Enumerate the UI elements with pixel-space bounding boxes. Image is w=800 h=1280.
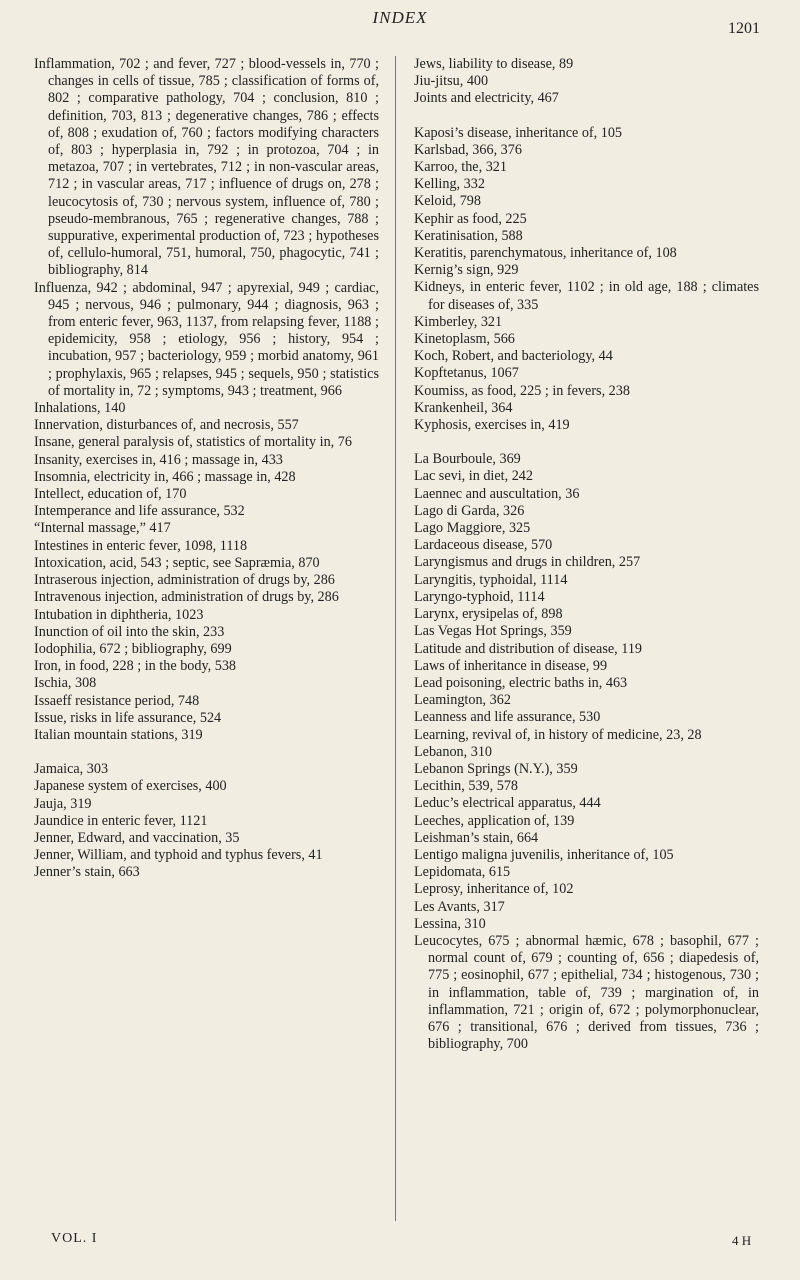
index-entry: La Bourboule, 369 [414,451,521,468]
index-column-right [414,56,759,1053]
index-entry: Leamington, 362 [414,692,511,709]
index-entry: Insanity, exercises in, 416 ; massage in, 433 [34,451,283,468]
index-entry: Intubation in diphtheria, 1023 [34,606,204,623]
index-entry: Lecithin, 539, 578 [414,778,519,795]
index-entry: Larynx, erysipelas of, 898 [414,606,563,623]
index-entry: Lead poisoning, electric baths in, 463 [414,674,628,691]
index-entry: Jauja, 319 [34,795,92,812]
signature-mark: 4 H [732,1233,752,1248]
index-entry: Iodophilia, 672 ; bibliography, 699 [34,640,232,657]
index-entry: Intravenous injection, administration of drugs by, 286 [34,589,339,606]
section-gap [414,108,759,125]
index-entry: Insomnia, electricity in, 466 ; massage in, 428 [34,468,296,485]
index-entry: Laws of inheritance in disease, 99 [414,657,608,674]
index-entry: Kimberley, 321 [414,313,503,330]
index-entry: Jiu-jitsu, 400 [414,73,489,90]
index-entry: Keloid, 798 [414,193,481,210]
index-entry: Lessina, 310 [414,915,486,932]
section-gap [414,434,759,451]
index-entry: Keratinisation, 588 [414,227,523,244]
index-entry: Koumiss, as food, 225 ; in fevers, 238 [414,382,630,399]
index-entry: Lepidomata, 615 [414,864,511,881]
index-entry: Issaeff resistance period, 748 [34,692,200,709]
index-entry: Inflammation, 702 ; and fever, 727 ; blood-vessels in, 770 ; changes in cells of tissue, 785 ; classification of forms of, 802 ; comparative pathology, 704 ; conclusion, 810 ; definition, 703, 813 ; degenerative changes, 786 ; effects of, 808 ; exudation of, 760 ; factors modifying characters of, 803 ; hyperplasia in, 792 ; in protozoa, 704 ; in metazoa, 707 ; in vertebrates, 712 ; in non-vascular areas, 712 ; in vascular areas, 717 ; influence of drugs on, 278 ; leucocytosis of, 730 ; nervous system, influence of, 780 ; pseudo-membranous, 765 ; regenerative changes, 788 ; suppurative, experimental production of, 723 ; hypotheses of, cellulo-humoral, 751, humoral, 750, phagocytic, 741 ; bibliography, 814 [34,56,379,279]
index-entry: Jamaica, 303 [34,761,109,778]
index-entry: Issue, risks in life assurance, 524 [34,709,222,726]
index-entry: Kaposi’s disease, inheritance of, 105 [414,124,623,141]
index-entry: Lebanon Springs (N.Y.), 359 [414,760,578,777]
index-entry: Lac sevi, in diet, 242 [414,468,533,485]
index-entry: Leeches, application of, 139 [414,812,575,829]
index-entry: Kyphosis, exercises in, 419 [414,417,570,434]
index-entry: Intellect, education of, 170 [34,486,187,503]
index-entry: Kernig’s sign, 929 [414,262,519,279]
index-entry: Leishman’s stain, 664 [414,829,539,846]
index-entry: Lago di Garda, 326 [414,502,525,519]
index-entry: Influenza, 942 ; abdominal, 947 ; apyrexial, 949 ; cardiac, 945 ; nervous, 946 ; pulmonary, 944 ; diagnosis, 963 ; from enteric fever, 963, 1137, from relapsing fever, 1188 ; epidemicity, 958 ; etiology, 956 ; history, 954 ; incubation, 957 ; bacteriology, 959 ; morbid anatomy, 961 ; prophylaxis, 965 ; relapses, 945 ; sequels, 950 ; statistics of mortality in, 72 ; symptoms, 943 ; treatment, 966 [34,279,379,399]
section-gap [34,744,379,761]
index-entry: Japanese system of exercises, 400 [34,778,227,795]
index-column-left [34,56,379,882]
index-entry: Leucocytes, 675 ; abnormal hæmic, 678 ; basophil, 677 ; normal count of, 679 ; counting of, 656 ; diapedesis of, 775 ; eosinophil, 677 ; epithelial, 734 ; histogenous, 730 ; in inflammation, table of, 739 ; margination of, in inflammation, 721 ; origin of, 672 ; polymorphonuclear, 676 ; transitional, 676 ; derived from tissues, 736 ; bibliography, 700 [414,932,759,1053]
index-entry: Italian mountain stations, 319 [34,726,203,743]
index-entry: Jenner’s stain, 663 [34,864,140,881]
index-entry: Kinetoplasm, 566 [414,331,515,348]
index-entry: Kelling, 332 [414,176,485,193]
index-entry: Karlsbad, 366, 376 [414,141,522,158]
index-entry: Lago Maggiore, 325 [414,520,531,537]
index-entry: Inunction of oil into the skin, 233 [34,623,225,640]
index-entry: Lardaceous disease, 570 [414,537,553,554]
index-entry: Intemperance and life assurance, 532 [34,503,245,520]
index-entry: Joints and electricity, 467 [414,90,559,107]
index-entry: Las Vegas Hot Springs, 359 [414,623,572,640]
index-entry: Karroo, the, 321 [414,159,507,176]
column-divider [395,56,396,1221]
index-entry: Jews, liability to disease, 89 [414,56,574,72]
index-entry: Jenner, Edward, and vaccination, 35 [34,829,240,846]
index-entry: Laryngo-typhoid, 1114 [414,588,545,605]
page-number: 1201 [728,20,760,37]
index-entry: Ischia, 308 [34,675,97,692]
index-entry: Intoxication, acid, 543 ; septic, see Sapræmia, 870 [34,554,320,571]
index-entry: Intraserous injection, administration of drugs by, 286 [34,572,335,589]
index-entry: Jaundice in enteric fever, 1121 [34,812,208,829]
index-entry: Laryngitis, typhoidal, 1114 [414,571,568,588]
index-entry: “Internal massage,” 417 [34,520,171,537]
index-entry: Learning, revival of, in history of medicine, 23, 28 [414,726,702,743]
index-entry: Kephir as food, 225 [414,210,527,227]
index-entry: Innervation, disturbances of, and necrosis, 557 [34,417,299,434]
index-entry: Laennec and auscultation, 36 [414,485,580,502]
index-entry: Krankenheil, 364 [414,399,513,416]
running-head: INDEX [372,8,428,27]
index-entry: Les Avants, 317 [414,898,505,915]
index-entry: Laryngismus and drugs in children, 257 [414,554,641,571]
index-entry: Keratitis, parenchymatous, inheritance of, 108 [414,245,677,262]
index-entry: Kidneys, in enteric fever, 1102 ; in old age, 188 ; climates for diseases of, 335 [414,279,759,313]
index-entry: Latitude and distribution of disease, 119 [414,640,643,657]
index-entry: Iron, in food, 228 ; in the body, 538 [34,658,237,675]
index-entry: Jenner, William, and typhoid and typhus fevers, 41 [34,847,323,864]
index-entry: Inhalations, 140 [34,400,126,417]
volume-label: VOL. I [51,1231,98,1246]
index-entry: Leduc’s electrical apparatus, 444 [414,795,601,812]
index-entry: Lentigo maligna juvenilis, inheritance of, 105 [414,846,674,863]
index-entry: Insane, general paralysis of, statistics of mortality in, 76 [34,434,352,451]
index-entry: Koch, Robert, and bacteriology, 44 [414,348,613,365]
index-entry: Lebanon, 310 [414,743,493,760]
index-entry: Intestines in enteric fever, 1098, 1118 [34,537,248,554]
index-entry: Kopftetanus, 1067 [414,365,519,382]
index-entry: Leprosy, inheritance of, 102 [414,881,574,898]
index-entry: Leanness and life assurance, 530 [414,709,601,726]
